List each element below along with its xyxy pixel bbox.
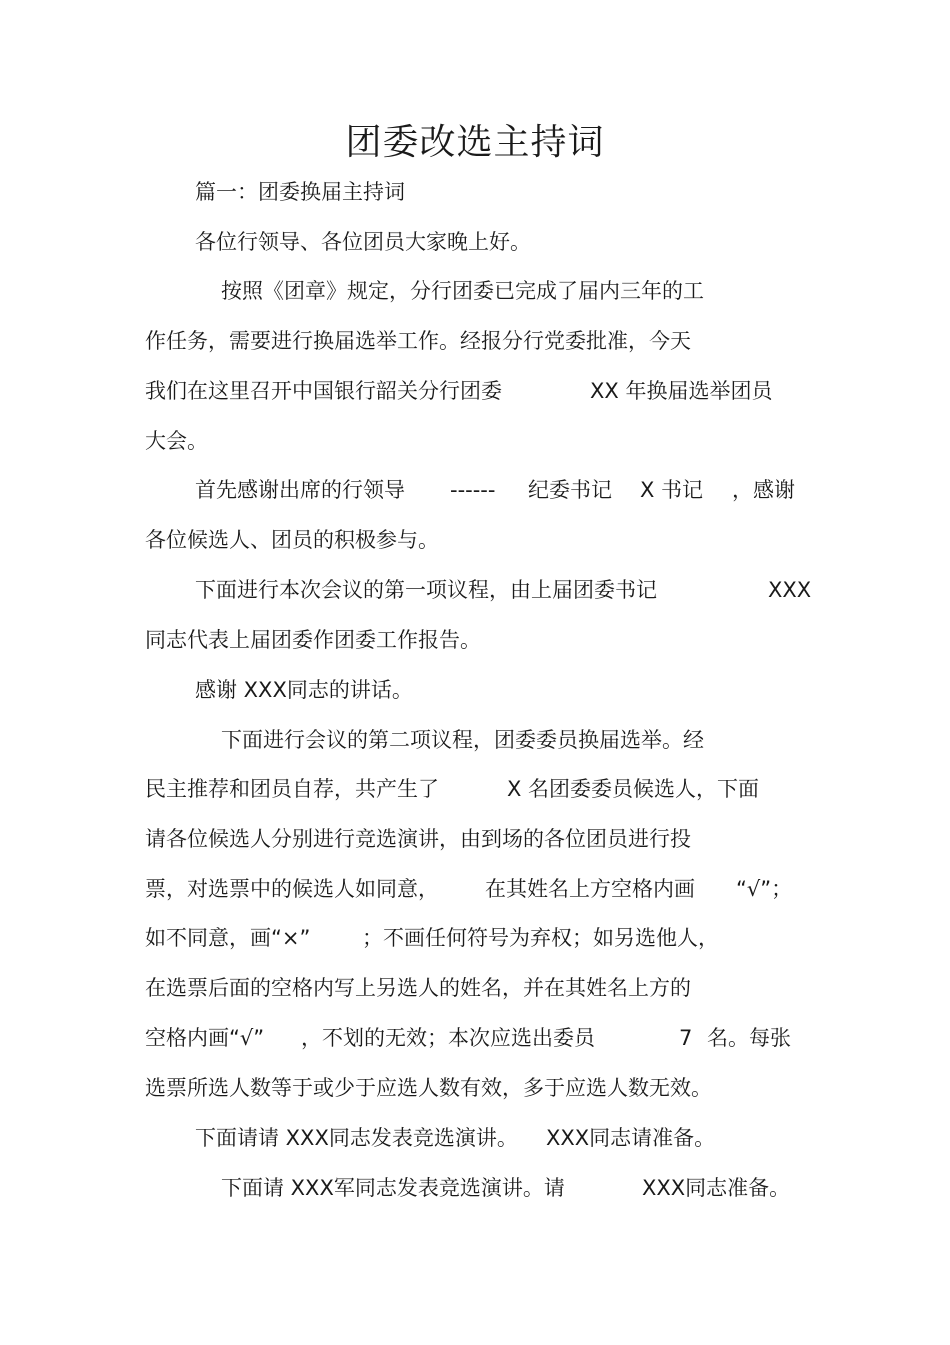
text-segment: 作任务，需要进行换届选举工作。经报分行党委批准，今天	[145, 329, 691, 353]
text-line	[0, 874, 950, 904]
text-line	[0, 575, 950, 605]
text-line	[0, 675, 950, 705]
text-segment: XXX	[768, 578, 812, 602]
text-segment: 感谢 XXX同志的讲话。	[195, 678, 413, 702]
text-line	[0, 376, 950, 406]
text-segment: 7	[679, 1026, 693, 1050]
text-line	[0, 326, 950, 356]
text-line	[0, 227, 950, 257]
text-segment: 空格内画“√”	[145, 1026, 265, 1050]
text-line	[0, 625, 950, 655]
text-segment: 在其姓名上方空格内画	[485, 877, 695, 901]
text-line	[0, 923, 950, 953]
text-line	[0, 475, 950, 505]
text-segment: 票，对选票中的候选人如同意，	[145, 877, 439, 901]
text-segment: 纪委书记	[528, 478, 612, 502]
text-line	[0, 276, 950, 306]
text-segment: ，不划的无效；本次应选出委员	[301, 1026, 595, 1050]
text-segment: X 书记	[640, 478, 704, 502]
text-line	[0, 525, 950, 555]
document-title: 团委改选主持词	[345, 122, 605, 163]
text-segment: 选票所选人数等于或少于应选人数有效，多于应选人数无效。	[145, 1076, 712, 1100]
text-segment: 在选票后面的空格内写上另选人的姓名，并在其姓名上方的	[145, 976, 691, 1000]
text-segment: 各位行领导、各位团员大家晚上好。	[195, 230, 531, 254]
text-segment: 我们在这里召开中国银行韶关分行团委	[145, 379, 502, 403]
text-segment: 如不同意，画“×”	[145, 926, 311, 950]
text-segment: 请各位候选人分别进行竞选演讲，由到场的各位团员进行投	[145, 827, 691, 851]
text-line	[0, 1073, 950, 1103]
text-segment: 名。每张	[707, 1026, 791, 1050]
text-segment: 大会。	[145, 429, 208, 453]
text-segment: 下面进行本次会议的第一项议程，由上届团委书记	[195, 578, 657, 602]
text-segment: 篇一：团委换届主持词	[195, 180, 405, 204]
text-line	[0, 1173, 950, 1203]
text-segment: 按照《团章》规定，分行团委已完成了届内三年的工	[221, 279, 704, 303]
text-segment: X 名团委委员候选人，下面	[507, 777, 760, 801]
text-segment: 民主推荐和团员自荐，共产生了	[145, 777, 439, 801]
text-segment: ；不画任何符号为弃权；如另选他人，	[362, 926, 719, 950]
text-segment: 下面进行会议的第二项议程，团委委员换届选举。经	[221, 728, 704, 752]
text-line	[0, 426, 950, 456]
text-line	[0, 1023, 950, 1053]
text-segment: 各位候选人、团员的积极参与。	[145, 528, 439, 552]
text-line	[0, 177, 950, 207]
text-segment: ------	[450, 478, 496, 502]
text-segment: 下面请 XXX军同志发表竞选演讲。请	[221, 1176, 565, 1200]
text-segment: 下面请请 XXX同志发表竞选演讲。	[195, 1126, 518, 1150]
text-line	[0, 824, 950, 854]
text-segment: XXX同志请准备。	[546, 1126, 716, 1150]
text-segment: 首先感谢出席的行领导	[195, 478, 405, 502]
text-segment: ，感谢	[732, 478, 795, 502]
text-segment: 同志代表上届团委作团委工作报告。	[145, 628, 481, 652]
text-segment: XX 年换届选举团员	[590, 379, 773, 403]
text-segment: XXX同志准备。	[642, 1176, 791, 1200]
text-line	[0, 1123, 950, 1153]
text-line	[0, 725, 950, 755]
text-line	[0, 774, 950, 804]
text-segment: “√”；	[736, 877, 793, 901]
text-line	[0, 973, 950, 1003]
